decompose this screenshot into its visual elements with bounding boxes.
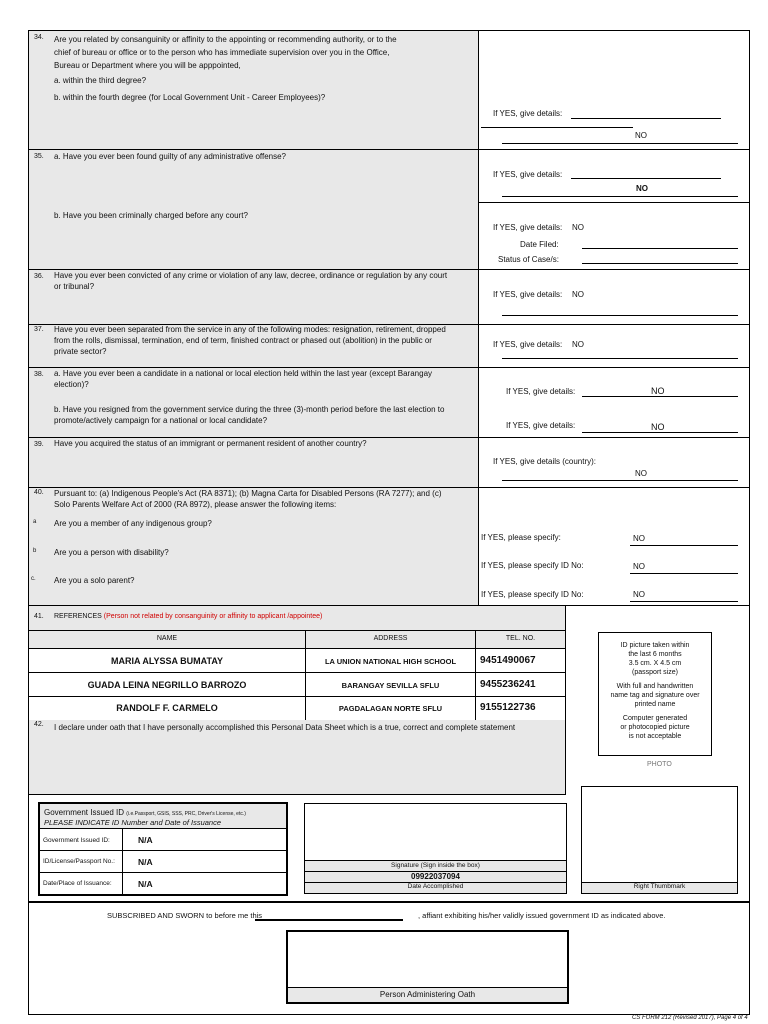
q34-option-a: a. within the third degree? bbox=[54, 76, 147, 85]
q36-number: 36. bbox=[34, 273, 44, 280]
ref-2-tel[interactable]: 9455236241 bbox=[480, 679, 536, 690]
ref-1-address[interactable]: LA UNION NATIONAL HIGH SCHOOL bbox=[324, 657, 457, 666]
gov-id-label: Government Issued ID: bbox=[43, 837, 110, 844]
q37-number: 37. bbox=[34, 326, 44, 333]
q40-b-details-label: If YES, please specify ID No: bbox=[481, 561, 584, 570]
photo-instr-7: printed name bbox=[634, 701, 676, 708]
gov-id-date-label: Date/Place of Issuance: bbox=[43, 880, 112, 887]
q34-line1: Are you related by consanguinity or affinity to the appointing or recommending authority, or to the bbox=[54, 35, 397, 44]
q38-b-line1: b. Have you resigned from the government service during the three (3)-month period before the last election to bbox=[54, 405, 445, 414]
ref-3-address[interactable]: PAGDALAGAN NORTE SFLU bbox=[338, 704, 443, 713]
thumbmark-label: Right Thumbmark bbox=[633, 883, 686, 890]
photo-instr-6: name tag and signature over bbox=[610, 692, 700, 699]
q36-answer[interactable]: NO bbox=[572, 290, 584, 299]
gov-id-title-note: (i.e.Passport, GSIS, SSS, PRC, Driver's License, etc.) bbox=[126, 811, 246, 817]
q36-line1: Have you ever been convicted of any crime or violation of any law, decree, ordinance or regulation by any court bbox=[54, 271, 448, 280]
q40-a-details-label: If YES, please specify: bbox=[481, 533, 561, 542]
q38-section bbox=[29, 368, 478, 437]
q35-b-details-label: If YES, give details: bbox=[493, 223, 563, 232]
col-tel-header: TEL. NO. bbox=[505, 635, 536, 642]
q39-details-label: If YES, give details (country): bbox=[493, 457, 597, 466]
q35-question-b: b. Have you been criminally charged before any court? bbox=[54, 211, 248, 220]
ref-2-name[interactable]: GUADA LEINA NEGRILLO BARROZO bbox=[87, 680, 247, 690]
q35-a-details-label: If YES, give details: bbox=[493, 170, 563, 179]
photo-instr-5: With full and handwritten bbox=[616, 683, 694, 690]
q34-option-b: b. within the fourth degree (for Local Government Unit - Career Employees)? bbox=[54, 93, 326, 102]
oath-box-label: Person Administering Oath bbox=[379, 990, 476, 999]
q37-line1: Have you ever been separated from the service in any of the following modes: resignation, retirement, dropped bbox=[54, 325, 446, 334]
gov-id-no-value[interactable]: N/A bbox=[138, 857, 153, 867]
q41-title bbox=[54, 613, 322, 620]
q41-note: (Person not related by consanguinity or affinity to applicant /appointee) bbox=[103, 613, 323, 620]
q39-answer[interactable]: NO bbox=[635, 469, 647, 478]
q38-a-line1: a. Have you ever been a candidate in a national or local election held within the last year (except Barangay bbox=[54, 369, 433, 378]
q38-a-line2: election)? bbox=[54, 380, 89, 389]
col-name-header: NAME bbox=[156, 635, 178, 642]
gov-id-title bbox=[44, 808, 246, 817]
q40-c-details-label: If YES, please specify ID No: bbox=[481, 590, 584, 599]
gov-id-value[interactable]: N/A bbox=[138, 835, 153, 845]
q35-question-a: a. Have you ever been found guilty of any administrative offense? bbox=[54, 152, 286, 161]
ref-3-tel[interactable]: 9155122736 bbox=[480, 702, 536, 713]
q34-answer[interactable]: NO bbox=[635, 131, 647, 140]
q37-details-label: If YES, give details: bbox=[493, 340, 563, 349]
q36-details-label: If YES, give details: bbox=[493, 290, 563, 299]
q41-title-text: REFERENCES bbox=[54, 613, 102, 620]
q37-answer[interactable]: NO bbox=[572, 340, 584, 349]
q38-number: 38. bbox=[34, 371, 44, 378]
col-address-header: ADDRESS bbox=[373, 635, 408, 642]
ref-3-name[interactable]: RANDOLF F. CARMELO bbox=[116, 703, 218, 713]
oath-text-left: SUBSCRIBED AND SWORN to before me this bbox=[107, 911, 263, 920]
q42-number: 42. bbox=[34, 721, 44, 728]
oath-box[interactable] bbox=[286, 930, 569, 1004]
q41-number: 41. bbox=[34, 613, 44, 620]
q40-c-letter: c. bbox=[31, 576, 36, 582]
q34-line3: Bureau or Department where you will be apppointed, bbox=[54, 61, 241, 70]
signature-label: Signature (Sign inside the box) bbox=[391, 862, 480, 869]
q40-a-answer[interactable]: NO bbox=[633, 534, 645, 543]
q40-b-answer[interactable]: NO bbox=[633, 562, 645, 571]
q35-status-label: Status of Case/s: bbox=[498, 255, 559, 264]
q40-question-a: Are you a member of any indigenous group? bbox=[54, 519, 212, 528]
gov-id-no-label: ID/License/Passport No.: bbox=[43, 858, 115, 865]
photo-box[interactable] bbox=[598, 632, 712, 756]
q38-b-answer[interactable]: NO bbox=[651, 422, 665, 432]
q38-a-details-label: If YES, give details: bbox=[506, 387, 576, 396]
photo-label: PHOTO bbox=[647, 761, 672, 768]
q35-b-answer[interactable]: NO bbox=[572, 223, 584, 232]
q40-number: 40. bbox=[34, 489, 44, 496]
photo-instr-3: 3.5 cm. X 4.5 cm bbox=[628, 660, 682, 667]
photo-instr-10: is not acceptable bbox=[628, 733, 682, 740]
q40-a-letter: a bbox=[33, 519, 37, 525]
q35-section bbox=[29, 150, 478, 269]
gov-id-title-text: Government Issued ID bbox=[44, 808, 125, 817]
q38-a-answer[interactable]: NO bbox=[651, 386, 665, 396]
q34-details-label: If YES, give details: bbox=[493, 109, 563, 118]
q39-line1: Have you acquired the status of an immigrant or permanent resident of another country? bbox=[54, 439, 367, 448]
q38-b-details-label: If YES, give details: bbox=[506, 421, 576, 430]
q38-b-line2: promote/actively campaign for a national or local candidate? bbox=[54, 416, 268, 425]
q40-line1: Pursuant to: (a) Indigenous People's Act (RA 8371); (b) Magna Carta for Disabled Persons (RA 7277); and (c) bbox=[54, 489, 442, 498]
q35-number: 35. bbox=[34, 153, 44, 160]
q40-line2: Solo Parents Welfare Act of 2000 (RA 8972), please answer the following items: bbox=[54, 500, 337, 509]
references-table bbox=[29, 630, 565, 721]
ref-1-name[interactable]: MARIA ALYSSA BUMATAY bbox=[110, 656, 223, 666]
q39-number: 39. bbox=[34, 441, 44, 448]
q40-question-c: Are you a solo parent? bbox=[54, 576, 135, 585]
date-accomplished-value[interactable]: 09922037094 bbox=[411, 872, 460, 881]
q37-line2: from the rolls, dismissal, termination, end of term, finished contract or phased out (abolition) in the public or bbox=[54, 336, 432, 345]
oath-text-right: , affiant exhibiting his/her validly issued government ID as indicated above. bbox=[418, 911, 666, 920]
date-accomplished-label: Date Accomplished bbox=[407, 883, 464, 890]
q35-a-answer[interactable]: NO bbox=[636, 184, 648, 193]
thumbmark-box[interactable] bbox=[581, 786, 738, 894]
photo-instr-1: ID picture taken within bbox=[620, 642, 690, 649]
photo-instr-9: or photocopied picture bbox=[620, 724, 690, 731]
form-footer: CS FORM 212 (Revised 2017), Page 4 of 4 bbox=[632, 1015, 748, 1021]
ref-1-tel[interactable]: 9451490067 bbox=[480, 655, 536, 666]
photo-instr-2: the last 6 months bbox=[628, 651, 682, 658]
q40-b-letter: b bbox=[33, 548, 37, 554]
photo-instr-8: Computer generated bbox=[622, 715, 688, 722]
q35-date-filed-label: Date Filed: bbox=[520, 240, 559, 249]
gov-id-date-value[interactable]: N/A bbox=[138, 879, 153, 889]
q42-statement: I declare under oath that I have personally accomplished this Personal Data Sheet which is a true, correct and complete statement bbox=[54, 723, 516, 732]
signature-box[interactable] bbox=[304, 803, 567, 894]
q40-c-answer[interactable]: NO bbox=[633, 590, 645, 599]
q34-number: 34. bbox=[34, 34, 44, 41]
photo-instr-4: (passport size) bbox=[632, 669, 678, 676]
ref-2-address[interactable]: BARANGAY SEVILLA SFLU bbox=[341, 681, 440, 690]
q37-line3: private sector? bbox=[54, 347, 107, 356]
q36-line2: or tribunal? bbox=[54, 282, 95, 291]
q34-line2: chief of bureau or office or to the person who has immediate supervision over you in the Office, bbox=[54, 48, 390, 57]
gov-id-subtitle: PLEASE INDICATE ID Number and Date of Issuance bbox=[44, 818, 222, 827]
q40-question-b: Are you a person with disability? bbox=[54, 548, 169, 557]
gov-id-box bbox=[38, 802, 288, 896]
